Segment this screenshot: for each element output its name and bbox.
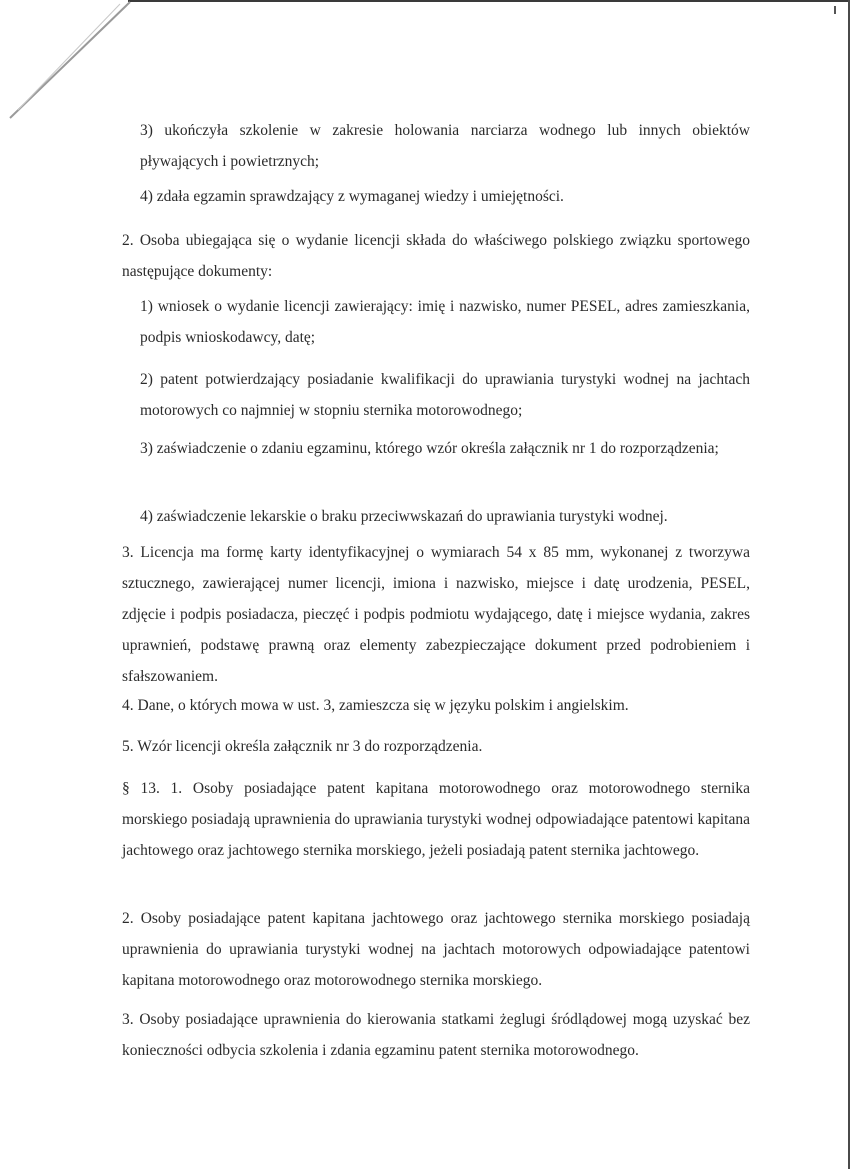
- list-item-3: [140, 115, 750, 177]
- section-2-item-1: [140, 291, 750, 353]
- paragraph-text: 2) patent potwierdzający posiadanie kwalifikacji do uprawiania turystyki wodnej na jachtach motorowych co najmniej w stopniu sternika motorowodnego;: [140, 371, 750, 419]
- paragraph-text: 4) zdała egzamin sprawdzający z wymaganej wiedzy i umiejętności.: [140, 188, 564, 205]
- paragraph-text: 3. Licencja ma formę karty identyfikacyjnej o wymiarach 54 x 85 mm, wykonanej z tworzywa sztucznego, zawierającej numer licencji, imiona i nazwisko, miejsce i datę urodzenia, PESEL, zdjęcie i podpis posiadacza, pieczęć i podpis podmiotu wydającego, datę i miejsce wydania, zakres uprawnień, podstawę prawną oraz elementy zabezpieczające dokument przed podrobieniem i sfałszowaniem.: [122, 544, 750, 685]
- section-3-paragraph: [122, 537, 750, 692]
- list-item-4: [140, 181, 750, 212]
- paragraph-13-section-3: [122, 1004, 750, 1066]
- section-2-paragraph: [122, 225, 750, 287]
- folded-corner-mark: [0, 0, 140, 130]
- paragraph-text: 3) zaświadczenie o zdaniu egzaminu, którego wzór określa załącznik nr 1 do rozporządzenia;: [140, 440, 719, 457]
- scan-top-edge: [128, 0, 850, 2]
- section-2-item-4: [140, 501, 750, 532]
- section-2-item-3: [140, 433, 750, 464]
- paragraph-13-section-2: [122, 903, 750, 996]
- paragraph-text: 4. Dane, o których mowa w ust. 3, zamieszcza się w języku polskim i angielskim.: [122, 697, 629, 714]
- paragraph-text: 1) wniosek o wydanie licencji zawierający: imię i nazwisko, numer PESEL, adres zamieszkania, podpis wnioskodawcy, datę;: [140, 298, 750, 346]
- scan-mark: [834, 6, 836, 14]
- section-2-item-2: [140, 364, 750, 426]
- paragraph-text: 4) zaświadczenie lekarskie o braku przeciwwskazań do uprawiania turystyki wodnej.: [140, 508, 668, 525]
- paragraph-text: 2. Osoby posiadające patent kapitana jachtowego oraz jachtowego sternika morskiego posiadają uprawnienia do uprawiania turystyki wodnej na jachtach motorowych odpowiadające patentowi kapitana motorowodnego oraz motorowodnego sternika morskiego.: [122, 910, 750, 989]
- paragraph-text: 5. Wzór licencji określa załącznik nr 3 do rozporządzenia.: [122, 738, 483, 755]
- paragraph-text: § 13. 1. Osoby posiadające patent kapitana motorowodnego oraz motorowodnego sternika morskiego posiadają uprawnienia do uprawiania turystyki wodnej odpowiadające patentowi kapitana jachtowego oraz jachtowego sternika morskiego, jeżeli posiadają patent sternika jachtowego.: [122, 780, 750, 859]
- paragraph-text: 2. Osoba ubiegająca się o wydanie licencji składa do właściwego polskiego związku sportowego następujące dokumenty:: [122, 232, 750, 280]
- paragraph-text: 3) ukończyła szkolenie w zakresie holowania narciarza wodnego lub innych obiektów pływających i powietrznych;: [140, 122, 750, 170]
- section-4-paragraph: [122, 690, 750, 721]
- section-5-paragraph: [122, 731, 750, 762]
- paragraph-13-section-1: [122, 773, 750, 866]
- paragraph-text: 3. Osoby posiadające uprawnienia do kierowania statkami żeglugi śródlądowej mogą uzyskać bez konieczności odbycia szkolenia i zdania egzaminu patent sternika motorowodnego.: [122, 1011, 750, 1059]
